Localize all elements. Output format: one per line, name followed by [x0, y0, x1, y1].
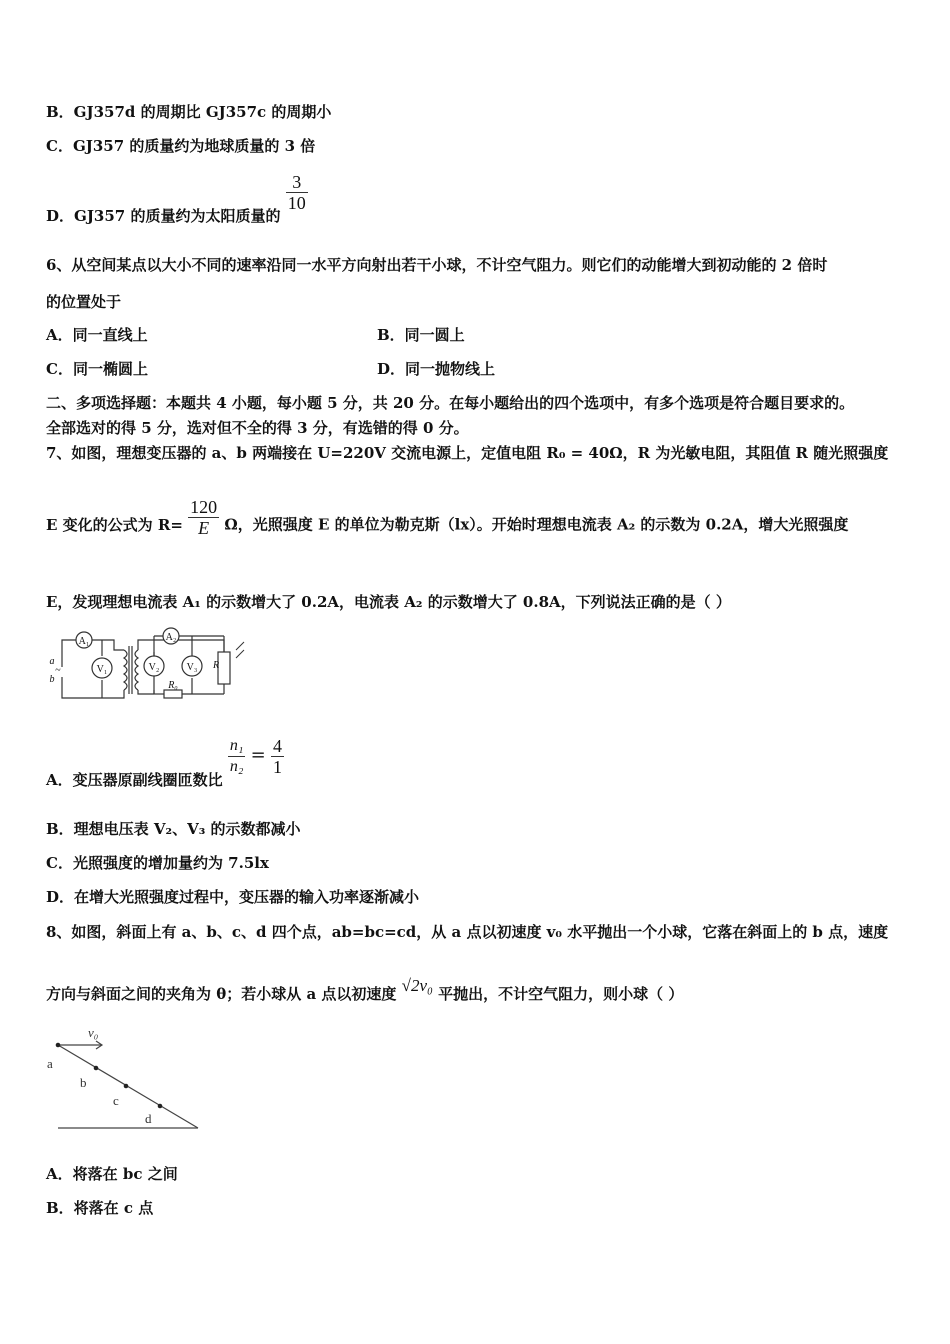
q7-stem-line1: 7、如图，理想变压器的 a、b 两端接在 U=220V 交流电源上，定值电阻 R₀ = 40Ω，R 为光敏电阻，其阻值 R 随光照强度 [46, 444, 889, 462]
label-b: b [49, 674, 55, 685]
q5-option-d-fraction [286, 172, 308, 213]
q8-stem-line1: 8、如图，斜面上有 a、b、c、d 四个点，ab=bc=cd，从 a 点以初速度 v₀ 水平抛出一个小球，它落在斜面上的 b 点，速度 [46, 923, 889, 941]
q8-option-b: B．将落在 c 点 [46, 1199, 154, 1217]
q5-option-d [46, 172, 308, 225]
q6-stem-line1: 6、从空间某点以大小不同的速率沿同一水平方向射出若干小球，不计空气阻力。则它们的动能增大到初动能的 2 倍时 [46, 256, 828, 274]
fraction-numerator: 3 [292, 172, 302, 192]
label-a: a [47, 1056, 53, 1071]
label-a1: A₁ [78, 636, 90, 647]
q7-formula-prefix: E 变化的公式为 R= [46, 515, 183, 534]
label-a: a [49, 656, 55, 667]
q8-stem-line2-prefix: 方向与斜面之间的夹角为 θ；若小球从 a 点以初速度 [46, 985, 397, 1003]
section2-heading-line1: 二、多项选择题：本题共 4 小题，每小题 5 分，共 20 分。在每小题给出的四个选项中，有多个选项是符合题目要求的。 [46, 394, 855, 412]
label-a2: A₂ [165, 632, 177, 643]
q6-option-a: A．同一直线上 [46, 326, 148, 344]
fraction-numerator: 120 [190, 497, 218, 517]
q6-option-d: D．同一抛物线上 [377, 360, 496, 378]
label-d: d [145, 1111, 152, 1126]
label-v1: V₁ [96, 664, 108, 675]
q8-speed-expression: √2v₀ [401, 976, 433, 995]
label-v2: V₂ [148, 662, 160, 673]
q5-option-d-text: D．GJ357 的质量约为太阳质量的 [46, 206, 281, 225]
label-r0: R₀ [168, 680, 178, 691]
q8-option-a: A．将落在 bc 之间 [46, 1165, 178, 1183]
q8-stem-line2 [46, 976, 684, 1004]
q7-option-a-text: A．变压器原副线圈匝数比 [46, 770, 223, 789]
q7-ratio-fraction-value [271, 736, 284, 777]
q7-circuit-diagram [44, 622, 249, 702]
q5-option-b: B．GJ357d 的周期比 GJ357c 的周期小 [46, 103, 332, 121]
label-b: b [80, 1075, 87, 1090]
q7-stem-line3: E，发现理想电流表 A₁ 的示数增大了 0.2A，电流表 A₂ 的示数增大了 0.8A，下列说法正确的是（ ） [46, 593, 731, 611]
q7-formula-fraction [188, 497, 219, 538]
fraction-denominator: 10 [287, 193, 306, 213]
q7-option-b: B．理想电压表 V₂、V₃ 的示数都减小 [46, 820, 301, 838]
q8-incline-diagram [44, 1025, 204, 1135]
point-b [94, 1066, 99, 1071]
q6-stem-line2: 的位置处于 [46, 293, 122, 311]
fraction-denominator: E [198, 518, 210, 538]
fraction-denominator: 1 [273, 757, 282, 777]
resistor-r0 [164, 690, 182, 698]
q5-option-c: C．GJ357 的质量约为地球质量的 3 倍 [46, 137, 316, 155]
label-r: R [212, 660, 220, 671]
label-c: c [113, 1093, 119, 1108]
q6-option-c: C．同一椭圆上 [46, 360, 148, 378]
fraction-numerator: n₁ [229, 737, 244, 754]
section2-heading-line2: 全部选对的得 5 分，选对但不全的得 3 分，有选错的得 0 分。 [46, 419, 469, 437]
q8-stem-line2-suffix: 平抛出，不计空气阻力，则小球（ ） [438, 985, 684, 1003]
q7-stem-line2 [46, 497, 849, 546]
q7-formula-suffix: Ω，光照强度 E 的单位为勒克斯（lx）。开始时理想电流表 A₂ 的示数为 0.2A，增大光照强度 [224, 515, 849, 534]
q6-option-b: B．同一圆上 [377, 326, 465, 344]
q7-ratio-fraction-n [228, 736, 246, 777]
point-a [56, 1043, 61, 1048]
photoresistor-r [218, 652, 230, 684]
label-v3: V₃ [186, 662, 198, 673]
point-d [158, 1104, 163, 1109]
fraction-numerator: 4 [273, 736, 282, 756]
q7-option-d: D．在增大光照强度过程中，变压器的输入功率逐渐减小 [46, 888, 420, 906]
point-c [124, 1084, 129, 1089]
label-ac-source: ~ [55, 665, 61, 676]
equals-sign: = [250, 744, 266, 766]
q7-option-c: C．光照强度的增加量约为 7.5lx [46, 854, 269, 872]
fraction-denominator: n₂ [229, 758, 244, 775]
q7-option-a [46, 736, 284, 789]
label-v0: v₀ [88, 1025, 99, 1040]
